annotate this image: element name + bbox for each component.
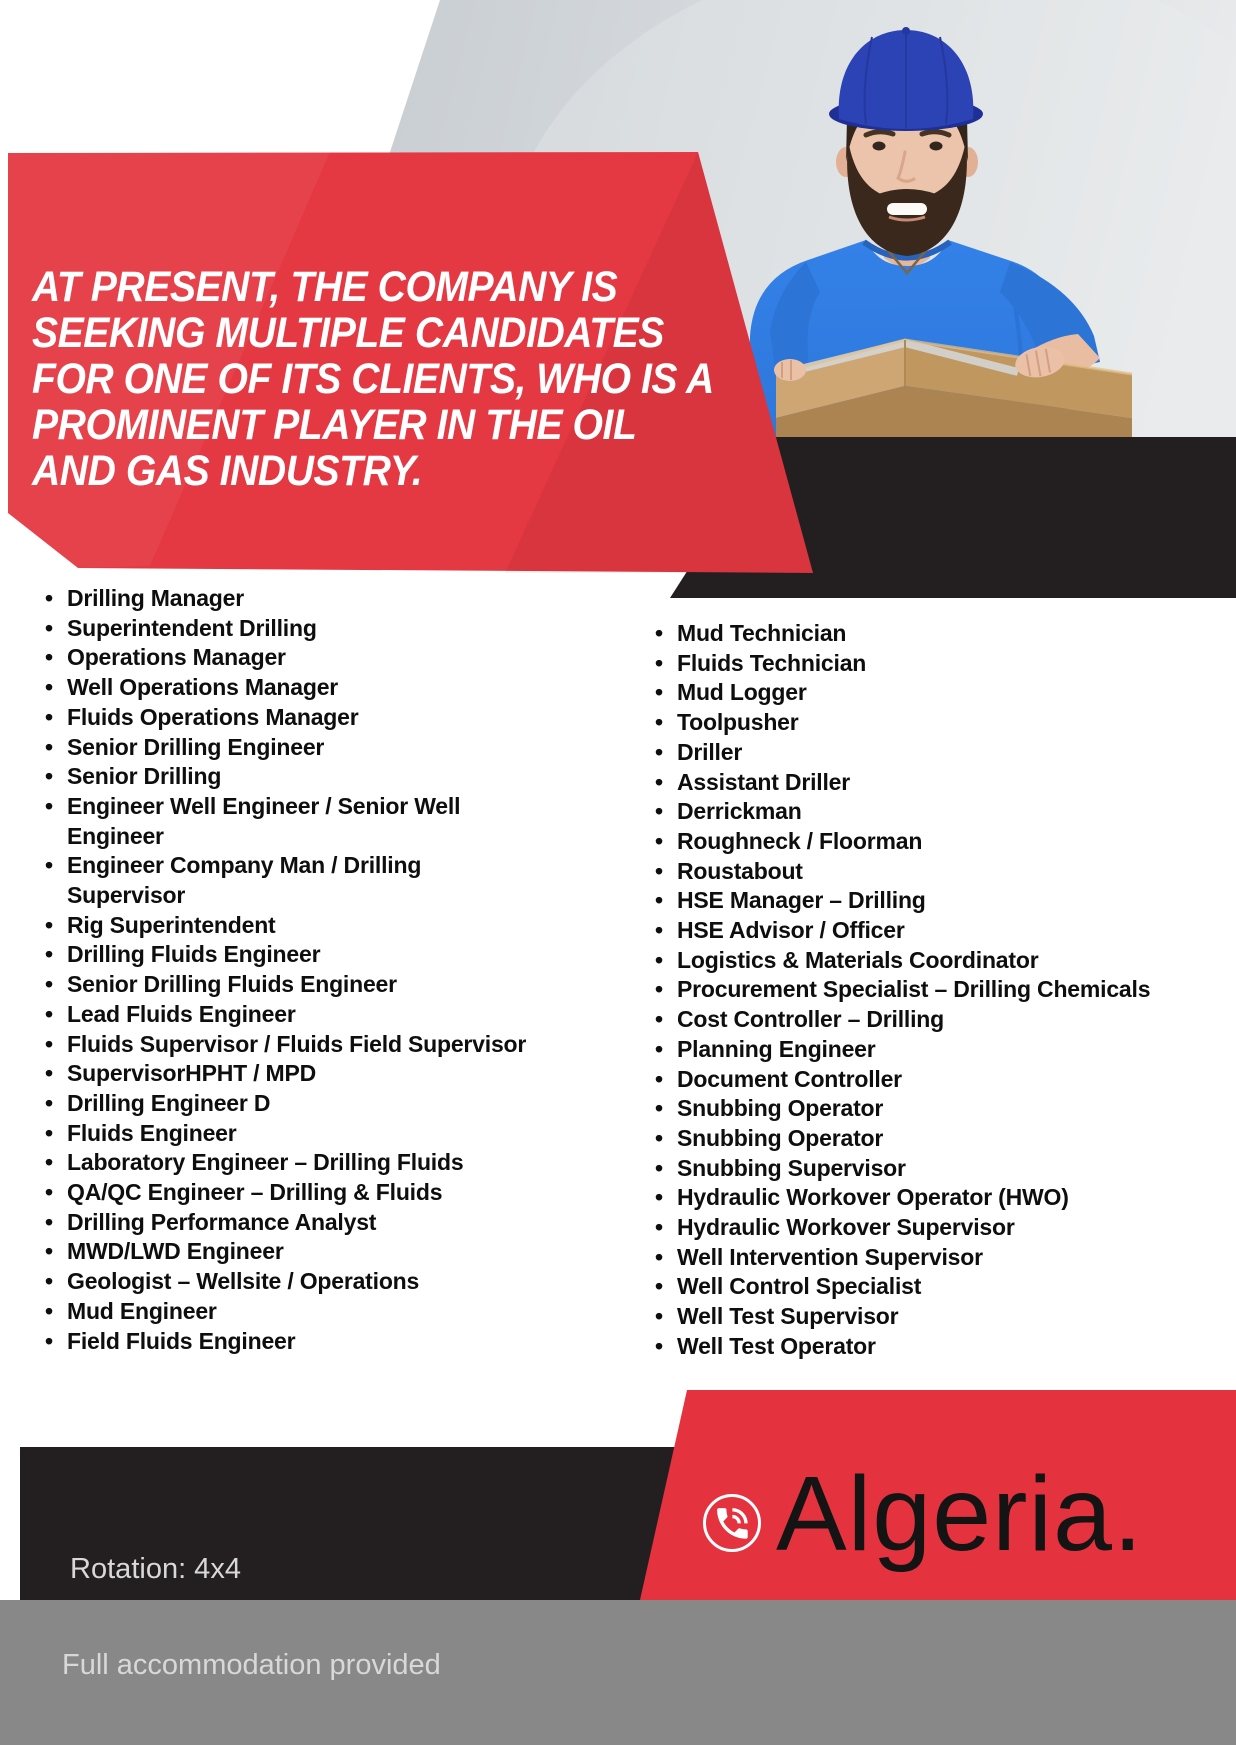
job-item: • MWD/LWD Engineer — [40, 1237, 540, 1267]
job-item: • Well Test Supervisor — [650, 1302, 1236, 1332]
job-item: • Assistant Driller — [650, 768, 1236, 798]
job-item: • Lead Fluids Engineer — [40, 1000, 540, 1030]
headline-line: PROMINENT PLAYER IN THE OIL — [32, 401, 637, 449]
headline-line: FOR ONE OF ITS CLIENTS, WHO IS A — [32, 355, 714, 403]
accommodation-note: Full accommodation provided — [62, 1649, 441, 1681]
job-item: • Well Test Operator — [650, 1332, 1236, 1362]
job-item: • Procurement Specialist – Drilling Chemicals — [650, 975, 1236, 1005]
job-list-left — [40, 584, 540, 1356]
rotation-note: Rotation: 4x4 — [62, 1553, 241, 1585]
job-item: • Well Control Specialist — [650, 1272, 1236, 1302]
job-item: • HSE Manager – Drilling — [650, 886, 1236, 916]
job-item: • Senior Drilling — [40, 762, 540, 792]
job-item: • Well Intervention Supervisor — [650, 1243, 1236, 1273]
job-item: • Driller — [650, 738, 1236, 768]
job-item: • Laboratory Engineer – Drilling Fluids — [40, 1148, 540, 1178]
job-item: • Drilling Engineer D — [40, 1089, 540, 1119]
job-item: • Senior Drilling Fluids Engineer — [40, 970, 540, 1000]
job-item: • HSE Advisor / Officer — [650, 916, 1236, 946]
job-item: • Cost Controller – Drilling — [650, 1005, 1236, 1035]
job-item: • Hydraulic Workover Supervisor — [650, 1213, 1236, 1243]
job-item: • Snubbing Operator — [650, 1124, 1236, 1154]
job-item: • Snubbing Operator — [650, 1094, 1236, 1124]
job-item: • Drilling Fluids Engineer — [40, 940, 540, 970]
job-item: • Geologist – Wellsite / Operations — [40, 1267, 540, 1297]
job-item: • Planning Engineer — [650, 1035, 1236, 1065]
job-list-right — [650, 619, 1236, 1362]
headline-line: SEEKING MULTIPLE CANDIDATES — [32, 309, 664, 357]
headline-line: AND GAS INDUSTRY. — [32, 447, 423, 495]
headline — [32, 264, 724, 494]
job-item: • Derrickman — [650, 797, 1236, 827]
job-item: • Drilling Performance Analyst — [40, 1208, 540, 1238]
job-item: • Roughneck / Floorman — [650, 827, 1236, 857]
job-item: • Drilling Manager — [40, 584, 540, 614]
job-item: • Snubbing Supervisor — [650, 1154, 1236, 1184]
job-item: • Engineer Well Engineer / Senior Well Engineer — [40, 792, 540, 851]
job-item: • Mud Engineer — [40, 1297, 540, 1327]
job-item: • Hydraulic Workover Operator (HWO) — [650, 1183, 1236, 1213]
job-item: • Fluids Supervisor / Fluids Field Supervisor — [40, 1030, 540, 1060]
job-item: • Rig Superintendent — [40, 911, 540, 941]
job-item: • Document Controller — [650, 1065, 1236, 1095]
job-item: • Mud Technician — [650, 619, 1236, 649]
job-item: • Toolpusher — [650, 708, 1236, 738]
job-item: • Field Fluids Engineer — [40, 1327, 540, 1357]
job-item: • Operations Manager — [40, 643, 540, 673]
job-item: • Senior Drilling Engineer — [40, 733, 540, 763]
job-item: • Mud Logger — [650, 678, 1236, 708]
job-item: • Fluids Engineer — [40, 1119, 540, 1149]
job-item: • QA/QC Engineer – Drilling & Fluids — [40, 1178, 540, 1208]
job-item: • Fluids Technician — [650, 649, 1236, 679]
phone-icon — [700, 1491, 764, 1555]
job-item: • Logistics & Materials Coordinator — [650, 946, 1236, 976]
job-item: • Roustabout — [650, 857, 1236, 887]
location-title: Algeria. — [776, 1455, 1144, 1573]
job-item: • Well Operations Manager — [40, 673, 540, 703]
job-item: • Engineer Company Man / Drilling Supervisor — [40, 851, 540, 910]
footer-notes — [62, 1489, 441, 1745]
job-item: • Superintendent Drilling — [40, 614, 540, 644]
job-item: • Fluids Operations Manager — [40, 703, 540, 733]
headline-line: AT PRESENT, THE COMPANY IS — [32, 263, 618, 311]
job-item: • SupervisorHPHT / MPD — [40, 1059, 540, 1089]
